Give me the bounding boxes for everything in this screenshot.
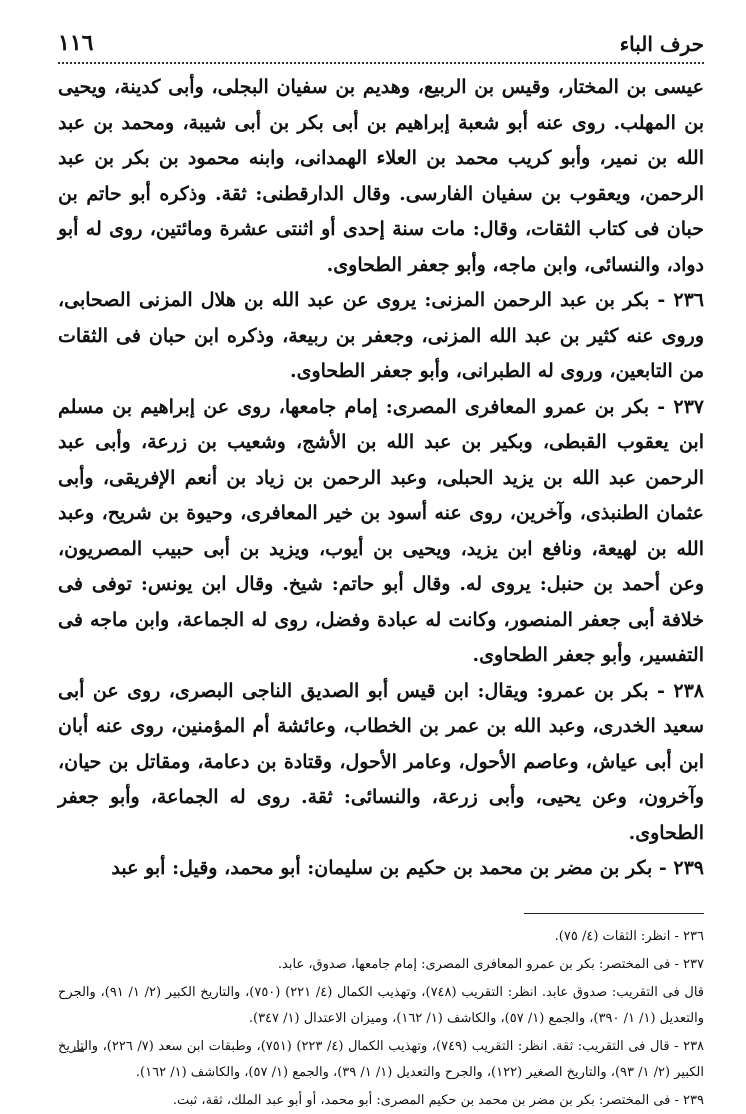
footnote-238: ٢٣٨ - قال فى التقريب: ثقة. انظر: التقريب (٧٤٩)، وتهذيب الكمال (٤/ ٢٢٣) (٧٥١)، وطبقات ابن سعد (٧/ ٢٢٦)، والتاريخ الكبير (٢/ ١/ ٩٣)، والتاريخ الصغير (١٢٢)، والجرح والتعديل (١/ ١/ ٣٩)، والجمع (١/ ٥٧)، والكاشف (١/ ١٦٢). bbox=[58, 1038, 705, 1080]
footnote-237: ٢٣٧ - فى المختصر: بكر بن عمرو المعافرى المصرى: إمام جامعها، صدوق، عابد. bbox=[277, 956, 704, 972]
entry-237: ٢٣٧ - بكر بن عمرو المعافرى المصرى: إمام جامعها، روى عن إبراهيم بن مسلم ابن يعقوب القبطى، وبكير بن عبد الله بن الأشج، وشعيب بن زرعة، وأبى عبد الرحمن عبد الله بن يزيد الحبلى، وعبد الرحمن بن زياد بن أنعم الإفريقى، وأبى عثمان الطنبذى، وآخرين، روى عنه أسود بن خير المعافرى، وحيوة بن شريح، وعبد الله بن لهيعة، ونافع ابن يزيد، ويحيى بن أيوب، ويزيد بن أبى حبيب المصريون، وعن أحمد بن حنبل: يروى له. وقال أبو حاتم: شيخ. وقال ابن يونس: توفى فى خلافة أبى جعفر المنصور، وكانت له عبادة وفضل، روى له الجماعة، وابن ماجه فى التفسير، وأبو جعفر الطحاوى. bbox=[58, 395, 705, 666]
footnote-237-cont: قال فى التقريب: صدوق عابد. انظر: التقريب (٧٤٨)، وتهذيب الكمال (٤/ ٢٢١) (٧٥٠)، والتاريخ الكبير (٢/ ١/ ٩١)، والجرح والتعديل (١/ ١/ ٣٩٠)، والجمع (١/ ٥٧)، والكاشف (١/ ١٦٢)، وميزان الاعتدال (١/ ٣٤٧). bbox=[58, 984, 705, 1026]
paragraph-continuation: عيسى بن المختار، وقيس بن الربيع، وهديم بن سفيان البجلى، وأبى كدينة، ويحيى بن المهلب. روى عنه أبو شعبة إبراهيم بن أبى بكر بن أبى شيبة، ومحمد بن عبد الله بن نمير، وأبو كريب محمد بن العلاء الهمدانى، وابنه محمود بن بكر بن عبد الرحمن، ويعقوب بن سفيان الفارسى. وقال الدارقطنى: ثقة. وذكره أبو حاتم بن حبان فى كتاب الثقات، وقال: مات سنة إحدى أو اثنتى عشرة ومائتين، روى له أبو دواد، والنسائى، وابن ماجه، وأبو جعفر الطحاوى. bbox=[58, 76, 704, 276]
entry-236: ٢٣٦ - بكر بن عبد الرحمن المزنى: يروى عن عبد الله بن هلال المزنى الصحابى، وروى عنه كثير بن عبد الله المزنى، وجعفر بن ربيعة، وذكره ابن حبان فى الثقات من التابعين، وروى له الطبرانى، وأبو جعفر الطحاوى. bbox=[58, 289, 704, 382]
entry-239: ٢٣٩ - بكر بن مضر بن محمد بن حكيم بن سليمان: أبو محمد، وقيل: أبو عبد bbox=[111, 857, 704, 879]
footnotes bbox=[58, 924, 704, 1114]
footnote-divider bbox=[524, 913, 704, 914]
book-page bbox=[58, 30, 705, 1108]
page-end-mark bbox=[74, 1050, 84, 1052]
footnote-236: ٢٣٦ - انظر: الثقات (٤/ ٧٥). bbox=[554, 928, 704, 944]
page-number: ١١٦ bbox=[58, 30, 94, 56]
main-text bbox=[58, 70, 704, 887]
entry-238: ٢٣٨ - بكر بن عمرو: ويقال: ابن قيس أبو الصديق الناجى البصرى، روى عن أبى سعيد الخدرى، وعبد الله بن عمر بن الخطاب، وعائشة أم المؤمنين، روى عنه أبان ابن أبى عياش، وعاصم الأحول، وعامر الأحول، وقتادة بن دعامة، ومقاتل بن حيان، وآخرون، وعن يحيى، وأبى زرعة، والنسائى: ثقة. روى له الجماعة، وأبو جعفر الطحاوى. bbox=[58, 679, 704, 844]
chapter-title: حرف الباء bbox=[619, 32, 704, 56]
footnote-239: ٢٣٩ - فى المختصر: بكر بن مضر بن محمد بن حكيم المصرى: أبو محمد، أو أبو عبد الملك، ثقة، ثبت. bbox=[172, 1092, 704, 1108]
running-header bbox=[58, 30, 704, 64]
